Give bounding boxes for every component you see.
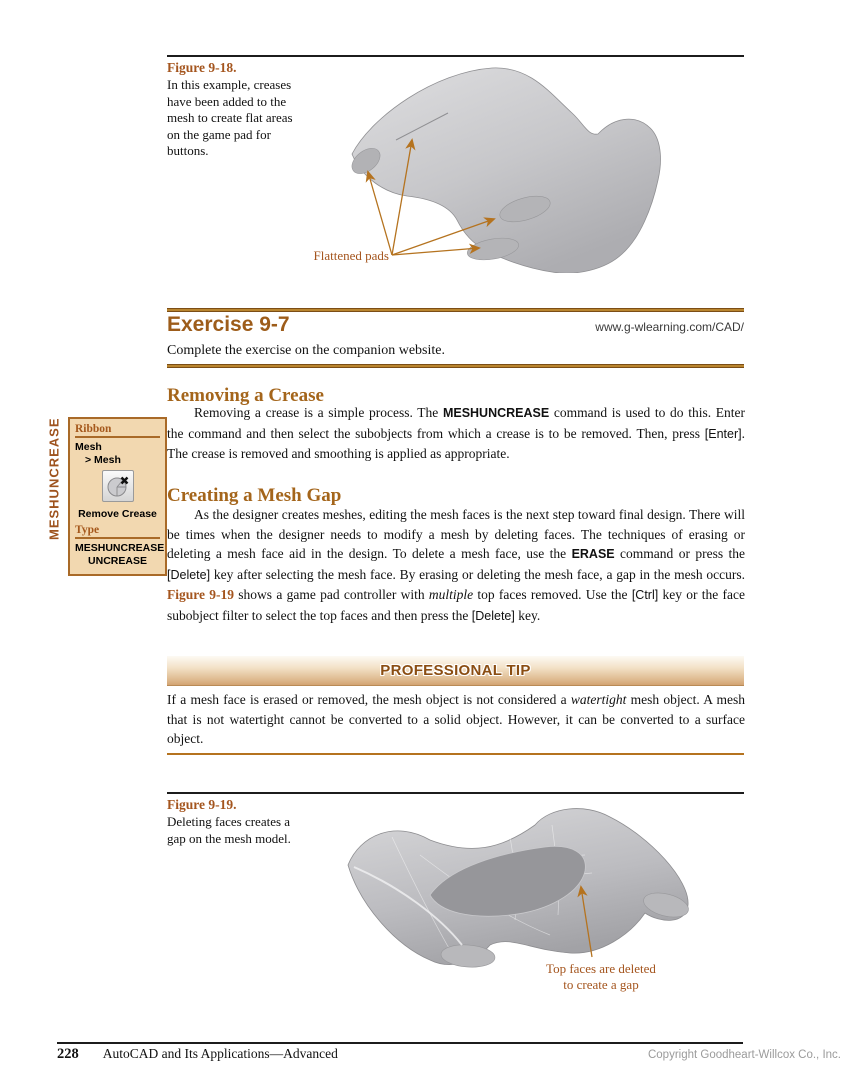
figure-919-top-rule — [167, 792, 744, 794]
figure-919-caption: Deleting faces creates a gap on the mesh model. — [167, 814, 291, 846]
figure-918-image — [300, 58, 720, 273]
footer-rule — [57, 1042, 743, 1044]
type-command-1: MESHUNCREASE — [75, 542, 165, 554]
exercise-header — [167, 313, 744, 337]
key-delete: [Delete] — [471, 608, 515, 623]
figure-918-caption: In this example, creases have been added to the mesh to create flat areas on the game pad for buttons. — [167, 77, 293, 158]
exercise-title: Exercise 9-7 — [167, 313, 290, 336]
sidebar-command-vertical: MESHUNCREASE — [46, 417, 62, 541]
copyright-notice: Copyright Goodheart-Willcox Co., Inc. — [647, 1049, 841, 1061]
figure-918-top-rule — [167, 55, 744, 57]
key-enter: [Enter] — [704, 426, 742, 441]
text-segment: key or the face subobject filter to select the top faces and then press the — [167, 587, 746, 623]
flattened-pads-annotation: Flattened pads — [313, 248, 389, 263]
text-segment: key. — [514, 607, 541, 623]
sidebar-ribbon-box — [68, 417, 167, 576]
text-segment: . The crease is removed and smoothing is applied as appropriate. — [167, 425, 745, 461]
text-segment: mesh object. A mesh that is not watertight cannot be converted to a solid object. However, it can be converted to a surface object. — [167, 692, 745, 746]
removing-crease-paragraph — [167, 403, 745, 464]
text-segment: top faces removed. Use the — [473, 587, 632, 602]
ribbon-tab: Mesh — [75, 441, 102, 453]
gap-annotation-line2: to create a gap — [563, 977, 639, 992]
type-heading: Type — [75, 524, 160, 539]
text-segment: key after selecting the mesh face. By erasing or deleting the mesh face, a gap in the mesh occurs. — [210, 566, 745, 582]
remove-crease-icon — [102, 470, 134, 502]
ribbon-icon-wrap — [75, 470, 160, 506]
figure-918-label: Figure 9-18. — [167, 60, 237, 75]
figure-919-reference: Figure 9-19 — [167, 587, 235, 602]
key-ctrl: [Ctrl] — [631, 588, 659, 602]
text-segment: shows a game pad controller with — [234, 587, 429, 602]
key-delete: [Delete] — [167, 567, 211, 582]
text-segment: If a mesh face is erased or removed, the mesh object is not considered a — [167, 692, 571, 707]
gap-annotation-line1: Top faces are deleted — [546, 961, 656, 976]
ribbon-heading: Ribbon — [75, 423, 160, 438]
mesh-gap-heading: Creating a Mesh Gap — [167, 485, 342, 506]
command-meshuncrease: MESHUNCREASE — [442, 406, 550, 420]
ribbon-panel: > Mesh — [85, 454, 121, 466]
text-segment: command or press the — [614, 546, 745, 561]
exercise-url: www.g-wlearning.com/CAD/ — [595, 320, 744, 334]
professional-tip-paragraph — [167, 690, 745, 749]
figure-919-caption-block — [167, 797, 292, 847]
footer — [57, 1046, 841, 1063]
removing-crease-heading: Removing a Crease — [167, 385, 324, 406]
footer-left — [57, 1046, 338, 1063]
exercise-bottom-rule — [167, 364, 744, 368]
text-segment: Removing a crease is a simple process. The — [194, 405, 443, 420]
emphasis-watertight: watertight — [570, 692, 627, 707]
figure-918-caption-block — [167, 60, 299, 160]
page-number: 228 — [57, 1046, 79, 1062]
ribbon-tool-label: Remove Crease — [78, 508, 157, 520]
text-segment: As the designer creates meshes, editing the mesh faces is the next step toward final design. There will be times when the designer needs to modify a mesh by deleting faces. The techniques of erasing or deleting a mesh face aid in the design. To delete a mesh face, use the — [167, 507, 745, 561]
book-title: AutoCAD and Its Applications—Advanced — [102, 1046, 338, 1061]
exercise-top-rule — [167, 308, 744, 312]
figure-919-image — [300, 795, 700, 1005]
professional-tip-banner — [167, 656, 744, 686]
professional-tip-bottom-rule — [167, 753, 744, 755]
emphasis-multiple: multiple — [428, 587, 474, 602]
exercise-instruction: Complete the exercise on the companion website. — [167, 343, 445, 358]
professional-tip-title: PROFESSIONAL TIP — [380, 662, 531, 679]
figure-919-label: Figure 9-19. — [167, 797, 237, 812]
mesh-gap-paragraph — [167, 505, 745, 626]
command-erase: ERASE — [571, 547, 615, 561]
text-segment: command is used to do this. Enter the command and then select the subobjects from which a crease is to be removed. Then, press — [167, 405, 745, 441]
type-command-2: UNCREASE — [88, 555, 147, 567]
